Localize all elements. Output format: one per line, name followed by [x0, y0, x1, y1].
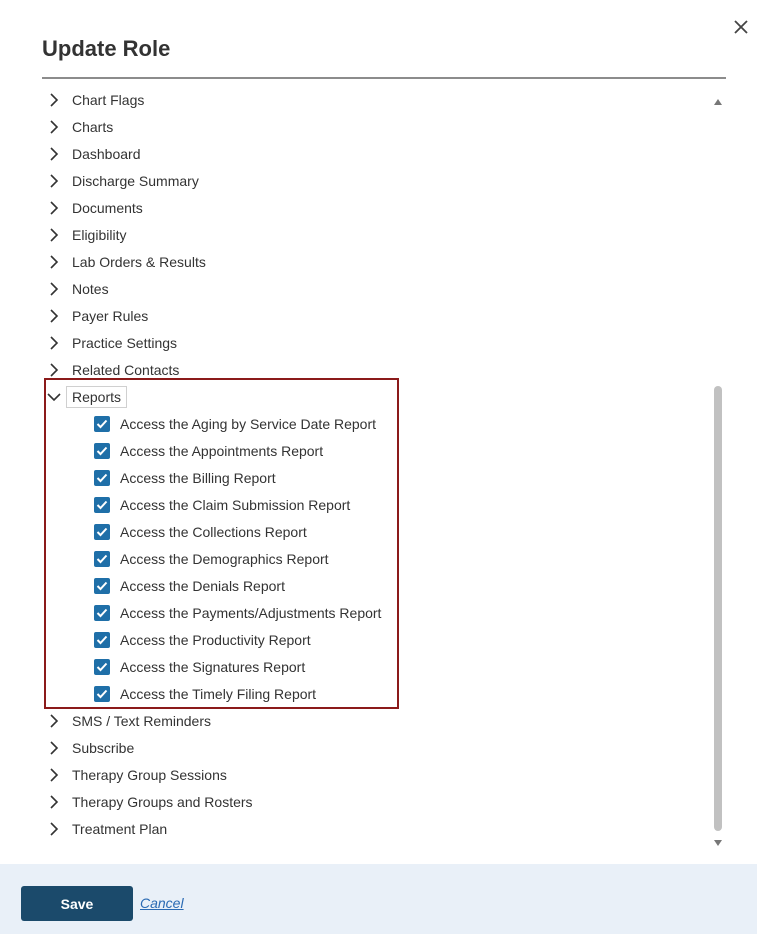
chevron-right-icon[interactable] [46, 740, 62, 756]
chevron-right-icon[interactable] [46, 335, 62, 351]
tree-item-label[interactable]: Charts [72, 118, 114, 135]
checkbox[interactable] [94, 497, 110, 513]
permission-checkbox-row[interactable] [94, 545, 329, 572]
permission-label: Access the Payments/Adjustments Report [120, 604, 382, 621]
chevron-right-icon[interactable] [46, 173, 62, 189]
tree-item-label[interactable]: Discharge Summary [72, 172, 199, 189]
dialog-title: Update Role [42, 36, 171, 61]
permission-label: Access the Timely Filing Report [120, 685, 317, 702]
close-icon [733, 19, 749, 35]
permission-checkbox-row[interactable] [94, 653, 305, 680]
permission-checkbox-row[interactable] [94, 626, 311, 653]
tree-item-label[interactable]: Therapy Group Sessions [72, 766, 227, 783]
chevron-right-icon[interactable] [46, 119, 62, 135]
tree-item-label[interactable]: Treatment Plan [72, 820, 168, 837]
tree-item-label[interactable]: Practice Settings [72, 334, 178, 351]
save-button[interactable]: Save [21, 886, 133, 921]
permission-checkbox-row[interactable] [94, 464, 276, 491]
permission-label: Access the Demographics Report [120, 550, 329, 567]
checkbox[interactable] [94, 551, 110, 567]
checkbox[interactable] [94, 605, 110, 621]
tree-item-label[interactable]: Documents [72, 199, 143, 216]
checkbox[interactable] [94, 578, 110, 594]
tree-item-label[interactable]: Eligibility [72, 226, 127, 243]
checkbox[interactable] [94, 470, 110, 486]
tree-item-label[interactable]: Subscribe [72, 739, 135, 756]
close-button[interactable] [730, 16, 752, 38]
tree-item-label[interactable]: Dashboard [72, 145, 141, 162]
permission-label: Access the Denials Report [120, 577, 285, 594]
chevron-right-icon[interactable] [46, 227, 62, 243]
scroll-down-arrow-icon[interactable] [713, 838, 723, 848]
permission-checkbox-row[interactable] [94, 599, 381, 626]
chevron-right-icon[interactable] [46, 92, 62, 108]
tree-item-label[interactable]: Reports [66, 386, 127, 408]
chevron-right-icon[interactable] [46, 308, 62, 324]
chevron-right-icon[interactable] [46, 794, 62, 810]
tree-item-label[interactable]: Related Contacts [72, 361, 180, 378]
chevron-right-icon[interactable] [46, 146, 62, 162]
permission-checkbox-row[interactable] [94, 680, 316, 707]
chevron-right-icon[interactable] [46, 362, 62, 378]
chevron-right-icon[interactable] [46, 821, 62, 837]
permission-tree [42, 86, 712, 856]
tree-item-label[interactable]: Therapy Groups and Rosters [72, 793, 253, 810]
permission-checkbox-row[interactable] [94, 572, 285, 599]
permission-checkbox-row[interactable] [94, 437, 323, 464]
permission-label: Access the Appointments Report [120, 442, 324, 459]
permission-label: Access the Claim Submission Report [120, 496, 351, 513]
cancel-link[interactable]: Cancel [140, 895, 184, 911]
checkbox[interactable] [94, 443, 110, 459]
permission-label: Access the Aging by Service Date Report [120, 415, 377, 432]
tree-item-label[interactable]: Payer Rules [72, 307, 149, 324]
permission-checkbox-row[interactable] [94, 491, 350, 518]
tree-item-label[interactable]: Chart Flags [72, 91, 145, 108]
title-divider [42, 77, 726, 79]
chevron-right-icon[interactable] [46, 281, 62, 297]
permission-label: Access the Billing Report [120, 469, 276, 486]
chevron-right-icon[interactable] [46, 200, 62, 216]
checkbox[interactable] [94, 416, 110, 432]
checkbox[interactable] [94, 686, 110, 702]
checkbox[interactable] [94, 632, 110, 648]
permission-label: Access the Collections Report [120, 523, 307, 540]
chevron-down-icon[interactable] [46, 389, 62, 405]
chevron-right-icon[interactable] [46, 767, 62, 783]
tree-item-label[interactable]: Lab Orders & Results [72, 253, 206, 270]
tree-item-label[interactable]: Notes [72, 280, 109, 297]
tree-item-label[interactable]: SMS / Text Reminders [72, 712, 212, 729]
permission-label: Access the Productivity Report [120, 631, 311, 648]
chevron-right-icon[interactable] [46, 254, 62, 270]
checkbox[interactable] [94, 659, 110, 675]
scrollbar-thumb[interactable] [714, 386, 722, 831]
scroll-up-arrow-icon[interactable] [713, 97, 723, 107]
dialog-footer [0, 864, 757, 934]
permission-checkbox-row[interactable] [94, 518, 307, 545]
permission-label: Access the Signatures Report [120, 658, 306, 675]
chevron-right-icon[interactable] [46, 713, 62, 729]
checkbox[interactable] [94, 524, 110, 540]
permission-checkbox-row[interactable] [94, 410, 376, 437]
